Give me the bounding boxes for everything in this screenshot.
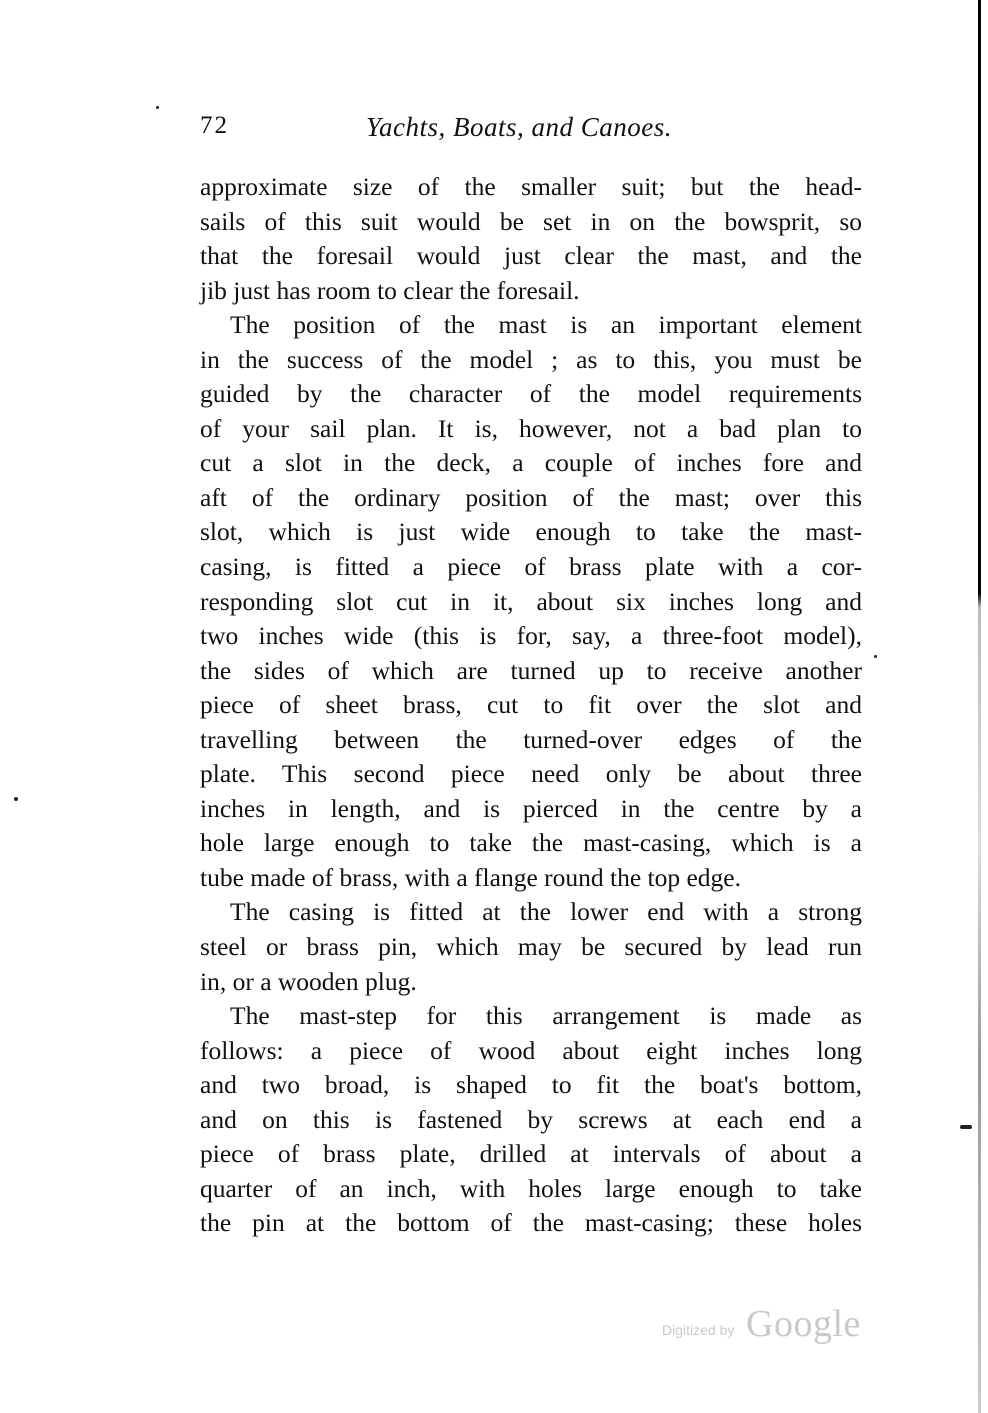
text-line: slot, which is just wide enough to take the mast- [200,517,862,547]
text-line: casing, is fitted a piece of brass plate with a cor- [200,552,862,582]
text-line: in the success of the model ; as to this, you must be [200,344,862,374]
text-line: of your sail plan. It is, however, not a bad plan to [200,413,862,443]
dust-speck [14,797,18,801]
running-title: Yachts, Boats, and Canoes. [366,112,673,142]
text-line: the pin at the bottom of the mast-casing; these holes [200,1208,862,1238]
text-line: cut a slot in the deck, a couple of inches fore and [200,448,862,478]
text-line: plate. This second piece need only be about three [200,759,862,789]
text-line: steel or brass pin, which may be secured by lead run [200,932,862,962]
text-line: approximate size of the smaller suit; but the head- [200,172,862,201]
text-line: aft of the ordinary position of the mast; over this [200,482,862,512]
text-line: The mast-step for this arrangement is made as [230,1001,862,1031]
text-line: jib just has room to clear the foresail. [200,275,580,305]
dust-speck [960,1125,972,1129]
text-line: that the foresail would just clear the mast, and the [200,241,862,271]
page-edge-shadow [978,0,981,1413]
text-line: piece of brass plate, drilled at intervals of about a [200,1139,862,1169]
watermark-prefix: Digitized by [662,1322,735,1338]
text-line: sails of this suit would be set in on the bowsprit, so [200,206,862,236]
text-line: in, or a wooden plug. [200,966,417,996]
google-logo: Google [746,1303,861,1345]
text-line: the sides of which are turned up to receive another [200,655,862,685]
text-line: The position of the mast is an important element [230,310,862,340]
text-line: follows: a piece of wood about eight inches long [200,1035,862,1065]
body-text [200,170,862,1241]
text-line: two inches wide (this is for, say, a three-foot model), [200,621,862,651]
text-line: quarter of an inch, with holes large enough to take [200,1173,862,1203]
page-number: 72 [200,112,229,139]
text-line: The casing is fitted at the lower end with a strong [230,897,862,927]
dust-speck [874,655,877,658]
text-line: responding slot cut in it, about six inches long and [200,586,862,616]
dust-speck [156,106,159,109]
text-line: piece of sheet brass, cut to fit over the slot and [200,690,862,720]
digitized-watermark [662,1300,872,1350]
text-line: hole large enough to take the mast-casing, which is a [200,828,862,858]
page-header [200,112,862,152]
text-line: inches in length, and is pierced in the centre by a [200,793,862,823]
text-line: travelling between the turned-over edges of the [200,724,862,754]
text-line: and on this is fastened by screws at each end a [200,1104,862,1134]
text-line: and two broad, is shaped to fit the boat's bottom, [200,1070,862,1100]
text-line: tube made of brass, with a flange round the top edge. [200,862,742,892]
text-line: guided by the character of the model requirements [200,379,862,409]
